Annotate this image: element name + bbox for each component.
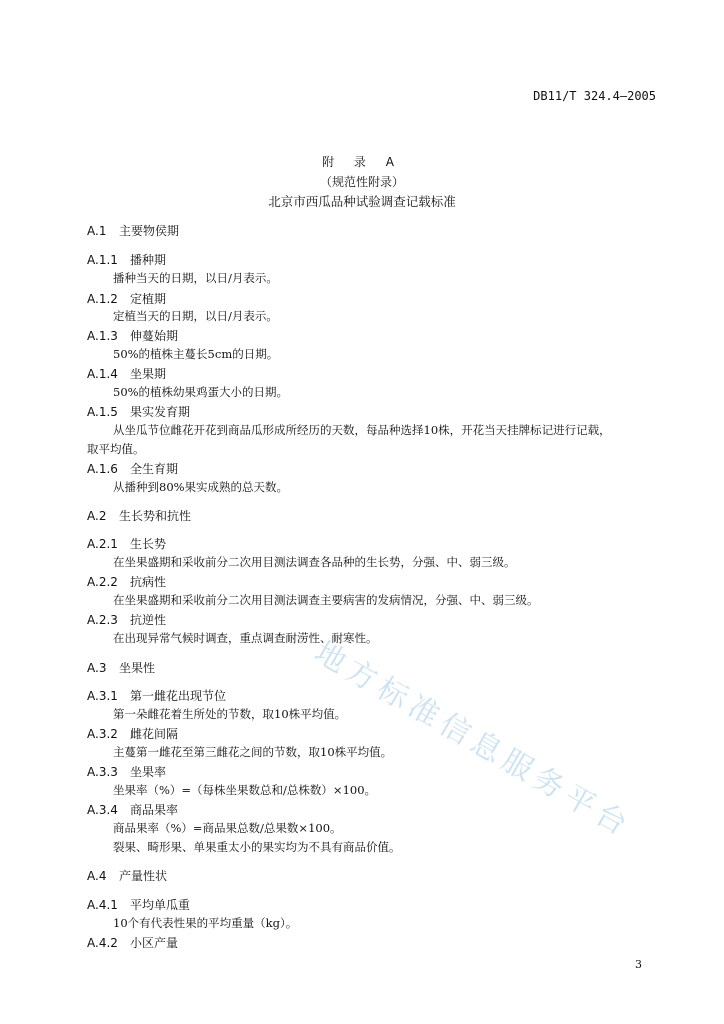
subsection-heading	[87, 251, 166, 268]
paragraph: 在出现异常气候时调查，重点调查耐涝性、耐寒性。	[113, 631, 378, 645]
subsection-number: A.4.2	[87, 936, 118, 950]
paragraph: 从播种到80%果实成熟的总天数。	[113, 480, 289, 494]
subsection-number: A.2.1	[87, 537, 118, 551]
subsection-heading	[87, 934, 178, 951]
subsection-heading	[87, 611, 166, 628]
subsection-title: 生长势	[130, 537, 167, 551]
subsection-title: 伸蔓始期	[130, 329, 179, 343]
subsection-heading	[87, 687, 226, 704]
subsection-heading	[87, 896, 190, 913]
section-number: A.3	[87, 661, 107, 675]
subsection-title: 果实发育期	[130, 405, 191, 419]
paragraph: 从坐瓜节位雌花开花到商品瓜形成所经历的天数，每品种选择10株，开花当天挂牌标记进行记载，	[113, 423, 611, 437]
subsection-title: 坐果期	[130, 367, 167, 381]
annex-label: 附 录 A	[322, 155, 402, 169]
subsection-number: A.2.3	[87, 613, 118, 627]
paragraph: 坐果率（%）=（每株坐果数总和/总株数）×100。	[113, 783, 377, 797]
paragraph: 在坐果盛期和采收前分二次用目测法调查主要病害的发病情况，分强、中、弱三级。	[113, 593, 539, 607]
section-number: A.2	[87, 509, 107, 523]
subsection-heading	[87, 801, 178, 818]
paragraph-continuation: 取平均值。	[87, 442, 145, 456]
subsection-number: A.3.1	[87, 689, 118, 703]
subsection-heading	[87, 725, 178, 742]
subsection-heading	[87, 403, 190, 420]
annex-type: （规范性附录）	[319, 175, 404, 189]
subsection-number: A.1.5	[87, 405, 118, 419]
subsection-heading	[87, 327, 178, 344]
subsection-number: A.1.1	[87, 253, 118, 267]
paragraph: 50%的植株主蔓长5cm的日期。	[113, 347, 279, 361]
section-heading	[87, 659, 155, 676]
page-number: 3	[635, 958, 642, 971]
subsection-number: A.1.4	[87, 367, 118, 381]
paragraph: 10个有代表性果的平均重量（kg）。	[113, 916, 298, 930]
subsection-number: A.1.3	[87, 329, 118, 343]
section-heading	[87, 867, 167, 884]
subsection-title: 雌花间隔	[130, 727, 179, 741]
subsection-number: A.3.3	[87, 765, 118, 779]
subsection-title: 商品果率	[130, 803, 179, 817]
section-heading	[87, 222, 179, 239]
subsection-number: A.1.2	[87, 292, 118, 306]
subsection-title: 第一雌花出现节位	[130, 689, 227, 703]
subsection-title: 平均单瓜重	[130, 898, 191, 912]
section-number: A.1	[87, 224, 107, 238]
subsection-heading	[87, 535, 166, 552]
subsection-title: 播种期	[130, 253, 167, 267]
paragraph: 商品果率（%）=商品果总数/总果数×100。	[113, 821, 342, 835]
subsection-title: 坐果率	[130, 765, 167, 779]
subsection-title: 全生育期	[130, 462, 179, 476]
subsection-number: A.1.6	[87, 462, 118, 476]
subsection-number: A.3.2	[87, 727, 118, 741]
paragraph: 裂果、畸形果、单果重太小的果实均为不具有商品价值。	[113, 840, 401, 854]
paragraph: 播种当天的日期，以日/月表示。	[113, 271, 278, 285]
subsection-number: A.4.1	[87, 898, 118, 912]
annex-title: 北京市西瓜品种试验调查记载标准	[268, 194, 456, 209]
section-title: 产量性状	[119, 869, 168, 883]
subsection-title: 小区产量	[130, 936, 179, 950]
subsection-heading	[87, 763, 166, 780]
section-title: 坐果性	[119, 661, 156, 675]
subsection-number: A.3.4	[87, 803, 118, 817]
subsection-title: 定植期	[130, 292, 167, 306]
subsection-heading	[87, 290, 166, 307]
section-number: A.4	[87, 869, 107, 883]
paragraph: 第一朵雌花着生所处的节数，取10株平均值。	[113, 707, 347, 721]
subsection-title: 抗逆性	[130, 613, 167, 627]
document-number: DB11/T 324.4—2005	[533, 89, 656, 103]
section-title: 主要物侯期	[119, 224, 180, 238]
subsection-heading	[87, 573, 166, 590]
paragraph: 50%的植株幼果鸡蛋大小的日期。	[113, 385, 289, 399]
subsection-title: 抗病性	[130, 575, 167, 589]
paragraph: 定植当天的日期，以日/月表示。	[113, 309, 278, 323]
section-title: 生长势和抗性	[119, 509, 192, 523]
paragraph: 主蔓第一雌花至第三雌花之间的节数，取10株平均值。	[113, 745, 393, 759]
section-heading	[87, 507, 191, 524]
paragraph: 在坐果盛期和采收前分二次用目测法调查各品种的生长势，分强、中、弱三级。	[113, 555, 516, 569]
subsection-number: A.2.2	[87, 575, 118, 589]
subsection-heading	[87, 365, 166, 382]
watermark: 地方标准信息服务平台	[308, 634, 638, 846]
subsection-heading	[87, 460, 178, 477]
